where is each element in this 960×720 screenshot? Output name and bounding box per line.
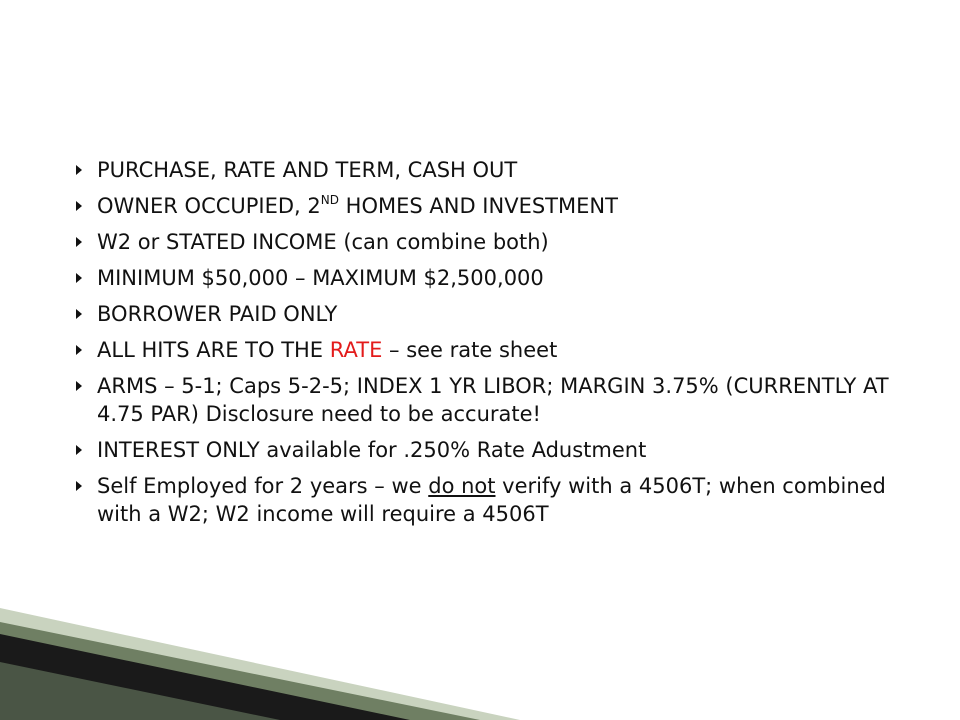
bullet-text: Self Employed for 2 years – we (97, 474, 429, 498)
bullet-item (76, 472, 936, 528)
bullet-item (76, 228, 936, 256)
arrow-bullet-icon (76, 237, 82, 247)
corner-decoration (0, 600, 520, 720)
arrow-bullet-icon (76, 381, 82, 391)
bullet-text: BORROWER PAID ONLY (97, 302, 338, 326)
bullet-text: verify with a 4506T; when combined with a W2; W2 income will require a 4506T (97, 474, 886, 526)
rate-highlight: RATE (329, 338, 383, 362)
bullet-item (76, 156, 936, 184)
bullet-item (76, 300, 936, 328)
bullet-text: HOMES AND INVESTMENT (339, 194, 618, 218)
bullet-text: ARMS – 5-1; Caps 5-2-5; INDEX 1 YR LIBOR; MARGIN 3.75% (CURRENTLY AT 4.75 PAR) Disclosure need to be accurate! (97, 374, 889, 426)
arrow-bullet-icon (76, 201, 82, 211)
arrow-bullet-icon (76, 309, 82, 319)
bullet-item (76, 372, 936, 428)
ordinal-superscript: ND (320, 193, 339, 207)
do-not-emphasis: do not (428, 474, 496, 498)
arrow-bullet-icon (76, 273, 82, 283)
bullet-text: W2 or STATED INCOME (can combine both) (97, 230, 549, 254)
bullet-item (76, 192, 936, 220)
bullet-text: MINIMUM $50,000 – MAXIMUM $2,500,000 (97, 266, 544, 290)
bullet-item (76, 436, 936, 464)
arrow-bullet-icon (76, 345, 82, 355)
arrow-bullet-icon (76, 481, 82, 491)
bullet-list (76, 156, 936, 536)
arrow-bullet-icon (76, 165, 82, 175)
bullet-item (76, 336, 936, 364)
bullet-text: ALL HITS ARE TO THE (97, 338, 330, 362)
bullet-text: INTEREST ONLY available for .250% Rate Adustment (97, 438, 647, 462)
bullet-text: OWNER OCCUPIED, 2 (97, 194, 321, 218)
bullet-item (76, 264, 936, 292)
bullet-text: PURCHASE, RATE AND TERM, CASH OUT (97, 158, 518, 182)
bullet-text: – see rate sheet (382, 338, 558, 362)
arrow-bullet-icon (76, 445, 82, 455)
